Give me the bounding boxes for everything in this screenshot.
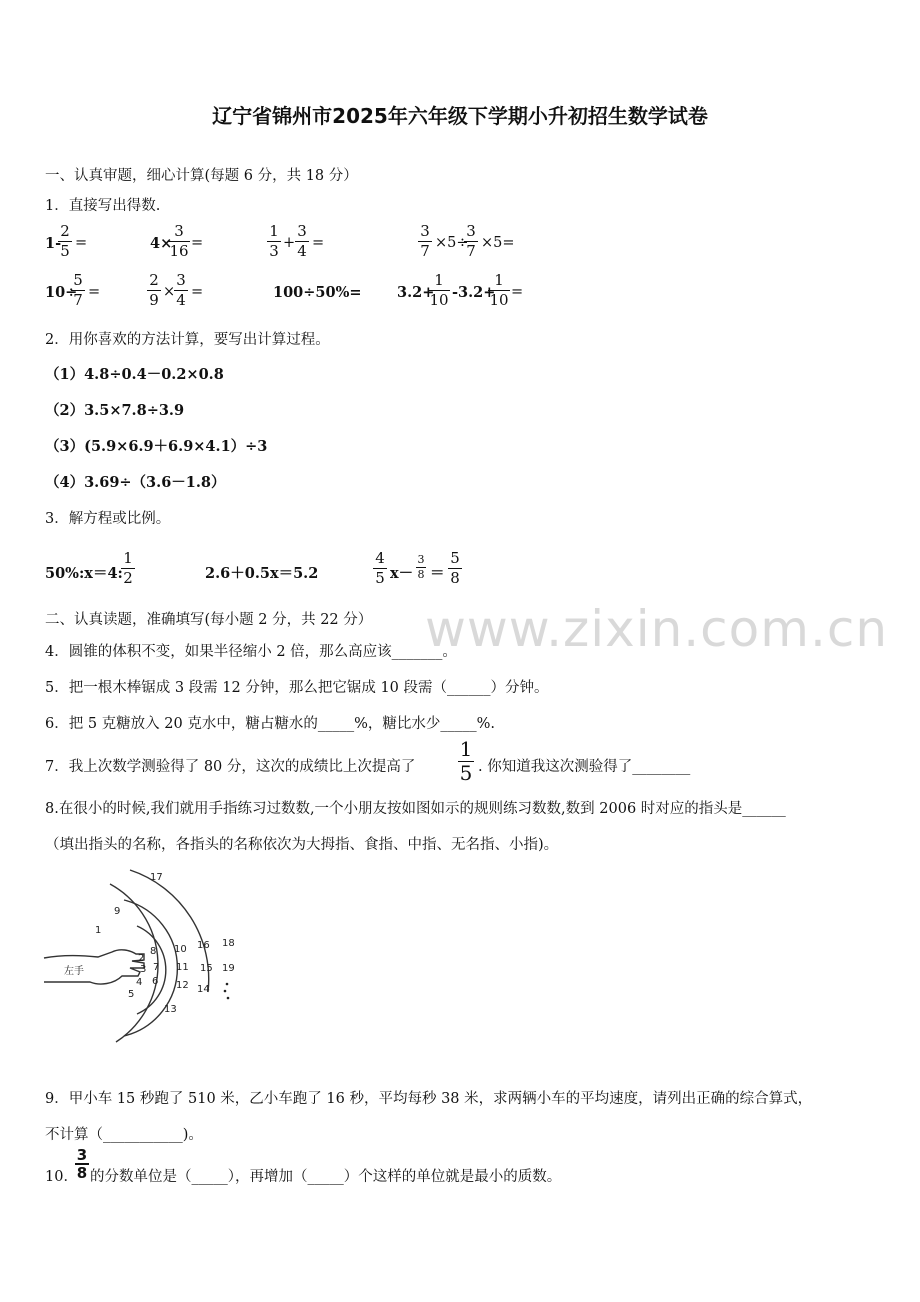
svg-text:1: 1 xyxy=(95,925,102,936)
svg-text:14: 14 xyxy=(197,984,210,995)
svg-text:8: 8 xyxy=(150,946,157,957)
svg-text:3: 3 xyxy=(140,964,147,975)
watermark: www.zixin.com.cn xyxy=(425,600,889,658)
svg-text:17: 17 xyxy=(150,872,163,883)
q2-label: 2．用你喜欢的方法计算，要写出计算过程。 xyxy=(45,332,330,348)
svg-text:12: 12 xyxy=(176,980,189,991)
q3-equation-2: 2.6＋0.5x＝5.2 xyxy=(205,565,319,582)
svg-text:2: 2 xyxy=(138,953,145,964)
q6: 6．把 5 克糖放入 20 克水中，糖占糖水的_____%，糖比水少_____%. xyxy=(45,716,496,732)
q2-item-3: （3）(5.9×6.9＋6.9×4.1）÷3 xyxy=(45,438,268,455)
finger-counting-figure xyxy=(40,862,250,1047)
svg-text:11: 11 xyxy=(176,962,189,973)
q9-line2: 不计算（___________)。 xyxy=(45,1127,203,1143)
q2-item-1: （1）4.8÷0.4－0.2×0.8 xyxy=(45,366,224,383)
section2-header: 二、认真读题，准确填写(每小题 2 分，共 22 分） xyxy=(45,612,373,628)
svg-text:5: 5 xyxy=(128,989,135,1000)
q2-item-4: （4）3.69÷（3.6－1.8） xyxy=(45,474,226,491)
q8-line2: （填出指头的名称，各指头的名称依次为大拇指、食指、中指、无名指、小指)。 xyxy=(45,837,559,853)
page-title: 辽宁省锦州市2025年六年级下学期小升初招生数学试卷 xyxy=(212,104,708,128)
q2-item-2: （2）3.5×7.8÷3.9 xyxy=(45,402,185,419)
svg-text:7: 7 xyxy=(153,962,160,973)
svg-text:19: 19 xyxy=(222,963,235,974)
q1-label: 1．直接写出得数. xyxy=(45,198,161,214)
svg-text:10: 10 xyxy=(174,944,187,955)
hand-label: 左手 xyxy=(64,966,84,977)
section1-header: 一、认真审题，细心计算(每题 6 分，共 18 分） xyxy=(45,168,358,184)
svg-text:15: 15 xyxy=(200,963,213,974)
svg-text:6: 6 xyxy=(152,976,159,987)
q3-label: 3．解方程或比例。 xyxy=(45,511,171,527)
q5: 5．把一根木棒锯成 3 段需 12 分钟，那么把它锯成 10 段需（______）分钟。 xyxy=(45,680,549,696)
svg-text:13: 13 xyxy=(164,1004,177,1015)
svg-text:16: 16 xyxy=(197,940,210,951)
svg-text:4: 4 xyxy=(136,977,143,988)
svg-text:18: 18 xyxy=(222,938,235,949)
q8-line1: 8.在很小的时候,我们就用手指练习过数数,一个小朋友按如图如示的规则练习数数,数到 2006 时对应的指头是______ xyxy=(45,801,786,817)
svg-text:9: 9 xyxy=(114,906,121,917)
q1-row2-c: 100÷50%= xyxy=(273,284,362,301)
q4: 4．圆锥的体积不变，如果半径缩小 2 倍，那么高应该_______。 xyxy=(45,644,457,660)
q9-line1: 9．甲小车 15 秒跑了 510 米，乙小车跑了 16 秒，平均每秒 38 米，求两辆小车的平均速度，请列出正确的综合算式， xyxy=(45,1091,813,1107)
